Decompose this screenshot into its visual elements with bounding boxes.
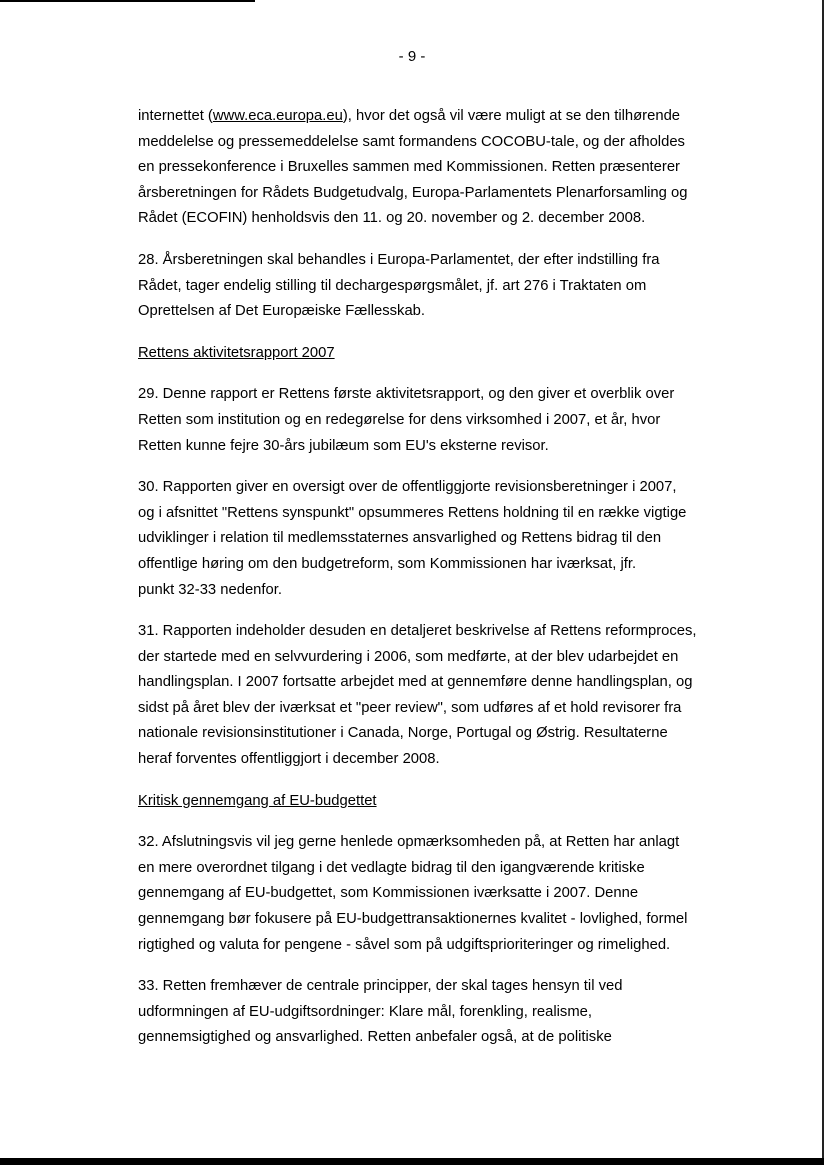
- scan-edge-top: [0, 0, 255, 2]
- paragraph-33: [138, 974, 738, 1051]
- document-body: [138, 104, 738, 1067]
- text-line: nationale revisionsinstitutioner i Canada, Norge, Portugal og Østrig. Resultaterne: [138, 725, 668, 742]
- text-line: årsberetningen for Rådets Budgetudvalg, Europa-Parlamentets Plenarforsamling og: [138, 184, 688, 201]
- paragraph-29: [138, 382, 738, 459]
- text-line: udviklinger i relation til medlemsstaternes ansvarlighed og Rettens bidrag til den: [138, 530, 662, 547]
- text-line: handlingsplan. I 2007 fortsatte arbejdet med at gennemføre denne handlingsplan, og: [138, 674, 693, 691]
- text-line: 33. Retten fremhæver de centrale principper, der skal tages hensyn til ved: [138, 978, 623, 995]
- text-line: Retten kunne fejre 30-års jubilæum som EU's eksterne revisor.: [138, 437, 549, 454]
- text-line: 28. Årsberetningen skal behandles i Europa-Parlamentet, der efter indstilling fra: [138, 251, 660, 268]
- text-line: Retten som institution og en redegørelse for dens virksomhed i 2007, et år, hvor: [138, 411, 661, 428]
- text-line: sidst på året blev der iværksat et "peer review", som udføres af et hold revisorer fra: [138, 699, 682, 716]
- text-line: [138, 104, 738, 130]
- text-line: gennemgang af EU-budgettet, som Kommissionen iværksatte i 2007. Denne: [138, 885, 639, 902]
- paragraph-28: [138, 248, 738, 325]
- section-heading-activity-report: Rettens aktivitetsrapport 2007: [138, 344, 335, 361]
- text-line: rigtighed og valuta for pengene - såvel som på udgiftsprioriteringer og rimelighed.: [138, 936, 671, 953]
- paragraph-32: [138, 830, 738, 958]
- text-line: offentlige høring om den budgetreform, som Kommissionen har iværksat, jfr.: [138, 555, 637, 572]
- text-line: Rådet, tager endelig stilling til dechargespørgsmålet, jf. art 276 i Traktaten om: [138, 277, 647, 294]
- text-line: heraf forventes offentliggjort i december 2008.: [138, 751, 440, 768]
- text-line: 30. Rapporten giver en oversigt over de offentliggjorte revisionsberetninger i 2007,: [138, 479, 677, 496]
- page-number: - 9 -: [398, 48, 426, 65]
- paragraph-intro: [138, 104, 738, 232]
- paragraph-30: [138, 475, 738, 603]
- text-line: Oprettelsen af Det Europæiske Fællesskab.: [138, 303, 426, 320]
- text-line: meddelelse og pressemeddelelse samt formandens COCOBU-tale, og der afholdes: [138, 133, 685, 150]
- text-line: der startede med en selvvurdering i 2006, som medførte, at der blev udarbejdet en: [138, 648, 679, 665]
- text-line: Rådet (ECOFIN) henholdsvis den 11. og 20. november og 2. december 2008.: [138, 210, 646, 227]
- paragraph-31: [138, 619, 738, 773]
- text-line: 31. Rapporten indeholder desuden en detaljeret beskrivelse af Rettens reformproces,: [138, 623, 697, 640]
- text-line: en pressekonference i Bruxelles sammen med Kommissionen. Retten præsenterer: [138, 159, 680, 176]
- text-line: 32. Afslutningsvis vil jeg gerne henlede opmærksomheden på, at Retten har anlagt: [138, 834, 680, 851]
- text-fragment: ), hvor det også vil være muligt at se den tilhørende: [342, 108, 681, 124]
- scan-edge-bottom: [0, 1158, 824, 1165]
- text-line: gennemgang bør fokusere på EU-budgettransaktionernes kvalitet - lovlighed, formel: [138, 911, 688, 928]
- eca-website-link[interactable]: www.eca.europa.eu: [212, 108, 343, 124]
- text-line: gennemsigtighed og ansvarlighed. Retten anbefaler også, at de politiske: [138, 1029, 612, 1046]
- text-fragment: internettet (: [138, 108, 213, 124]
- text-line: en mere overordnet tilgang i det vedlagte bidrag til den igangværende kritiske: [138, 859, 645, 876]
- text-line: og i afsnittet "Rettens synspunkt" opsummeres Rettens holdning til en række vigtige: [138, 504, 687, 521]
- text-line: 29. Denne rapport er Rettens første aktivitetsrapport, og den giver et overblik over: [138, 386, 675, 403]
- text-line: udformningen af EU-udgiftsordninger: Klare mål, forenkling, realisme,: [138, 1003, 592, 1020]
- text-line: punkt 32-33 nedenfor.: [138, 581, 282, 598]
- section-heading-budget-review: Kritisk gennemgang af EU-budgettet: [138, 792, 377, 809]
